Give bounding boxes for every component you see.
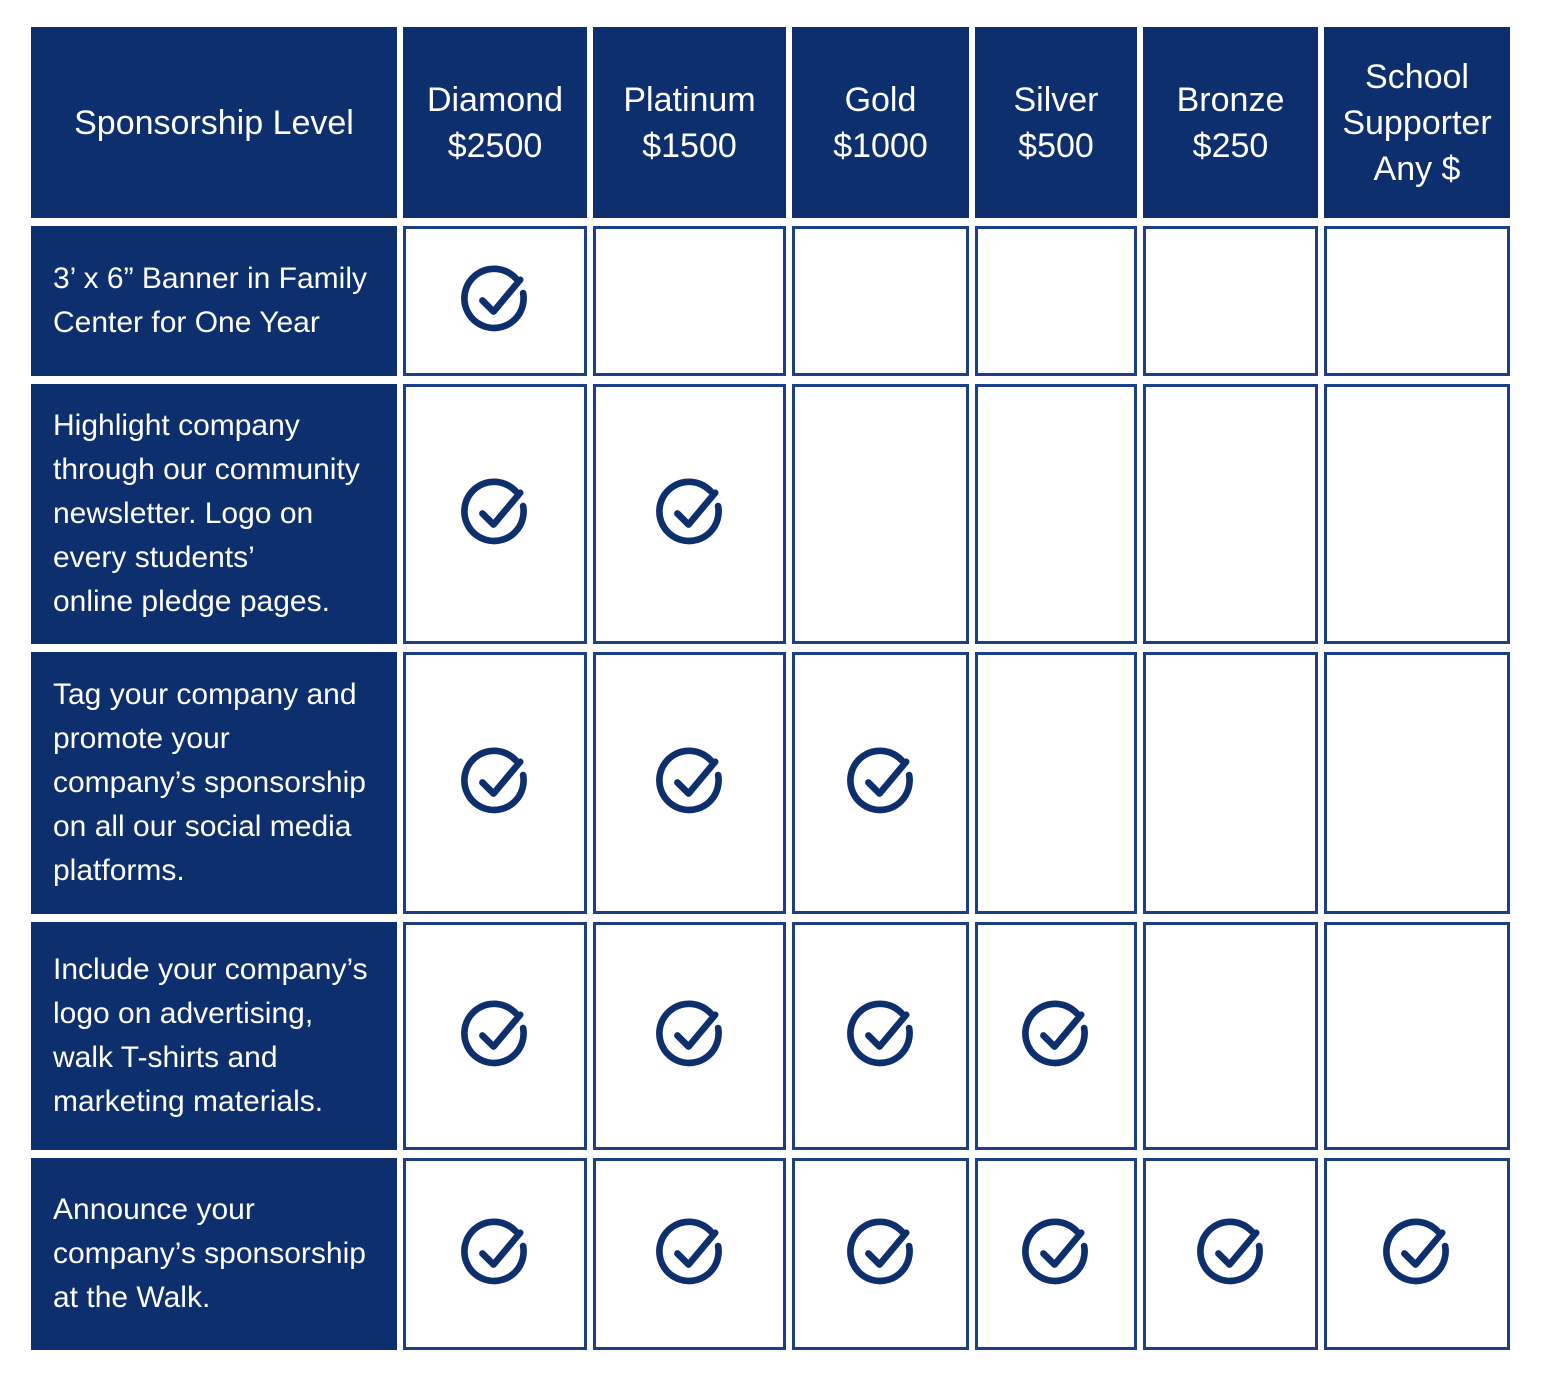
benefit-cell-empty [1324,384,1510,644]
benefit-cell-empty [1143,226,1318,376]
benefit-cell-empty [1324,652,1510,914]
sponsorship-table [25,19,1516,1358]
header-sponsorship-level: Sponsorship Level [31,27,397,218]
benefit-label: Highlight company through our community newsletter. Logo on every students’ online pledge pages. [31,384,397,644]
benefit-cell-included [593,384,786,644]
check-circle-icon [458,475,532,549]
check-circle-icon [458,997,532,1071]
benefit-cell-included [403,1158,587,1350]
check-circle-icon [844,744,918,818]
benefit-cell-empty [1143,384,1318,644]
header-level-diamond: Diamond $2500 [403,27,587,218]
benefit-cell-empty [792,384,969,644]
benefit-cell-empty [792,226,969,376]
benefit-cell-empty [975,652,1137,914]
check-circle-icon [844,1215,918,1289]
check-circle-icon [1380,1215,1454,1289]
benefit-cell-empty [1324,226,1510,376]
benefit-cell-included [975,1158,1137,1350]
check-circle-icon [1194,1215,1268,1289]
check-circle-icon [1019,997,1093,1071]
benefit-label: Announce your company’s sponsorship at the Walk. [31,1158,397,1350]
check-circle-icon [653,744,727,818]
benefit-label: Include your company’s logo on advertising, walk T-shirts and marketing materials. [31,922,397,1150]
benefit-cell-empty [1324,922,1510,1150]
benefit-cell-empty [975,384,1137,644]
benefit-cell-included [593,652,786,914]
header-row [31,27,1510,218]
benefit-cell-included [403,226,587,376]
table-row [31,384,1510,644]
header-level-bronze: Bronze $250 [1143,27,1318,218]
benefit-label: Tag your company and promote your company’s sponsorship on all our social media platforms. [31,652,397,914]
benefit-cell-included [1324,1158,1510,1350]
check-circle-icon [458,1215,532,1289]
benefit-cell-empty [1143,922,1318,1150]
benefit-cell-included [1143,1158,1318,1350]
table-row [31,652,1510,914]
benefit-cell-included [403,922,587,1150]
benefit-cell-included [975,922,1137,1150]
benefit-cell-included [403,652,587,914]
check-circle-icon [653,1215,727,1289]
table-row [31,1158,1510,1350]
header-level-platinum: Platinum $1500 [593,27,786,218]
benefit-cell-empty [593,226,786,376]
check-circle-icon [458,262,532,336]
check-circle-icon [653,997,727,1071]
check-circle-icon [844,997,918,1071]
benefit-label: 3’ x 6” Banner in Family Center for One Year [31,226,397,376]
benefit-cell-included [403,384,587,644]
check-circle-icon [1019,1215,1093,1289]
header-level-school-supporter: School Supporter Any $ [1324,27,1510,218]
benefit-cell-empty [1143,652,1318,914]
benefit-cell-included [792,922,969,1150]
header-level-gold: Gold $1000 [792,27,969,218]
check-circle-icon [458,744,532,818]
benefit-cell-included [792,652,969,914]
benefit-cell-included [792,1158,969,1350]
benefit-cell-empty [975,226,1137,376]
check-circle-icon [653,475,727,549]
table-row [31,226,1510,376]
benefit-cell-included [593,922,786,1150]
table-row [31,922,1510,1150]
table-body [31,226,1510,1350]
header-level-silver: Silver $500 [975,27,1137,218]
benefit-cell-included [593,1158,786,1350]
